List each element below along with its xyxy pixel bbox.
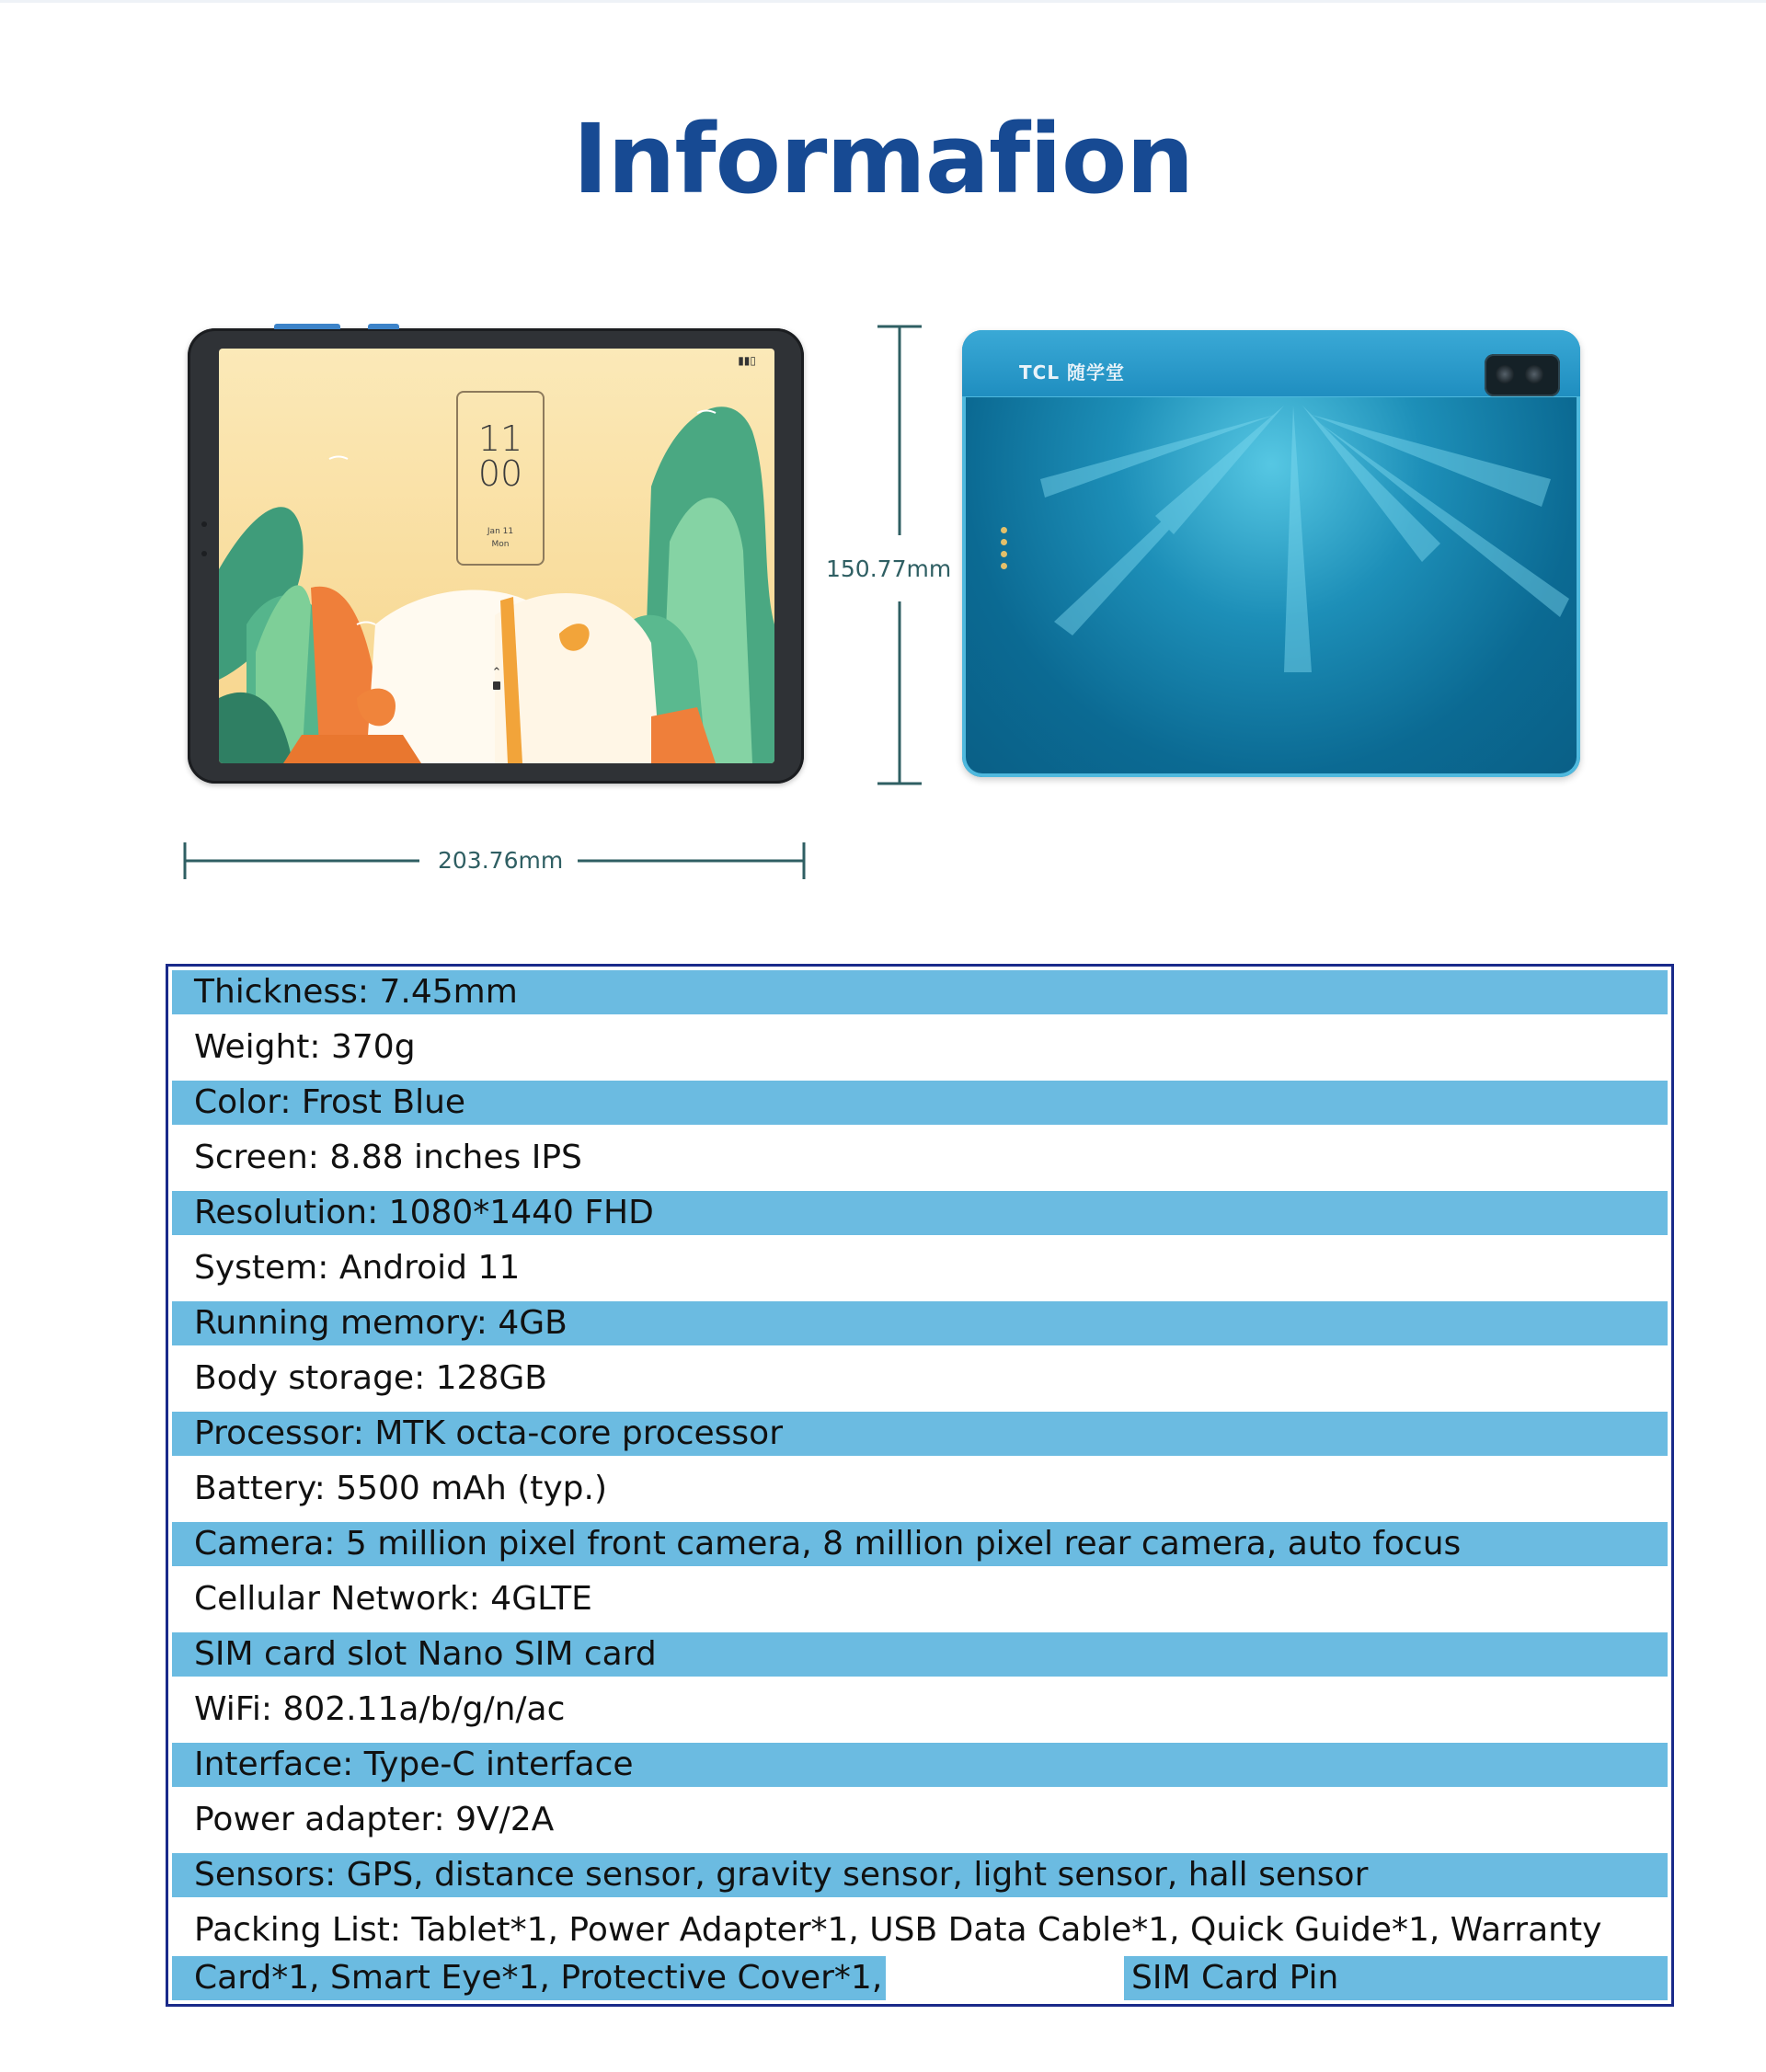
spec-row: Body storage: 128GB (194, 1359, 547, 1397)
spec-row: Weight: 370g (194, 1028, 416, 1066)
packing-list-sim-pin: SIM Card Pin (1124, 1956, 1668, 2000)
volume-button (274, 324, 340, 329)
spec-row: Resolution: 1080*1440 FHD (172, 1191, 1668, 1235)
tablet-front-image (188, 328, 804, 784)
power-button (368, 324, 399, 329)
camera-lens-icon (1525, 365, 1543, 383)
clock-date: Jan 11 (487, 527, 514, 536)
spec-row: Cellular Network: 4GLTE (194, 1580, 592, 1618)
width-dimension-label: 203.76mm (438, 847, 564, 874)
spec-row: System: Android 11 (194, 1249, 521, 1287)
brand-logo: TCL 随学堂 (1019, 361, 1126, 383)
camera-lens-icon (1496, 365, 1514, 383)
spec-row: Camera: 5 million pixel front camera, 8 million pixel rear camera, auto focus (172, 1522, 1668, 1566)
spec-row: Interface: Type-C interface (172, 1743, 1668, 1787)
pogo-pins (1001, 527, 1007, 575)
tablet-back-image (962, 330, 1580, 777)
rear-camera-icon (1485, 354, 1560, 396)
spec-row: Sensors: GPS, distance sensor, gravity sensor, light sensor, hall sensor (172, 1853, 1668, 1897)
tablet-screen (219, 349, 774, 763)
spec-row: Power adapter: 9V/2A (194, 1801, 555, 1838)
spec-row: Processor: MTK octa-core processor (172, 1412, 1668, 1456)
height-dimension-label: 150.77mm (826, 555, 952, 582)
spec-row: Screen: 8.88 inches IPS (194, 1139, 582, 1176)
spec-row: Packing List: Tablet*1, Power Adapter*1, USB Data Cable*1, Quick Guide*1, Warranty (194, 1911, 1602, 1949)
front-camera-icon (201, 551, 207, 556)
top-divider (0, 0, 1766, 3)
back-light-rays (962, 396, 1580, 777)
clock-hours: 11 (477, 418, 523, 459)
spec-row-continuation (172, 1956, 1668, 2000)
lockscreen-clock (456, 391, 545, 566)
spec-row: Battery: 5500 mAh (typ.) (194, 1470, 608, 1507)
status-bar-icons: ▮▮▯ (738, 354, 756, 367)
front-sensor-dot (201, 521, 207, 527)
packing-list-continued: Card*1, Smart Eye*1, Protective Cover*1, (172, 1956, 886, 2000)
svg-text:⌃: ⌃ (491, 666, 502, 680)
spec-row: Running memory: 4GB (172, 1301, 1668, 1345)
spec-row: Thickness: 7.45mm (172, 970, 1668, 1014)
page-title: Informafion (572, 103, 1194, 215)
spec-row: SIM card slot Nano SIM card (172, 1632, 1668, 1677)
spec-table (166, 964, 1674, 2007)
clock-day: Mon (491, 540, 510, 549)
spec-row: Color: Frost Blue (172, 1081, 1668, 1125)
clock-minutes: 00 (477, 453, 523, 494)
spec-row: WiFi: 802.11a/b/g/n/ac (194, 1690, 566, 1728)
